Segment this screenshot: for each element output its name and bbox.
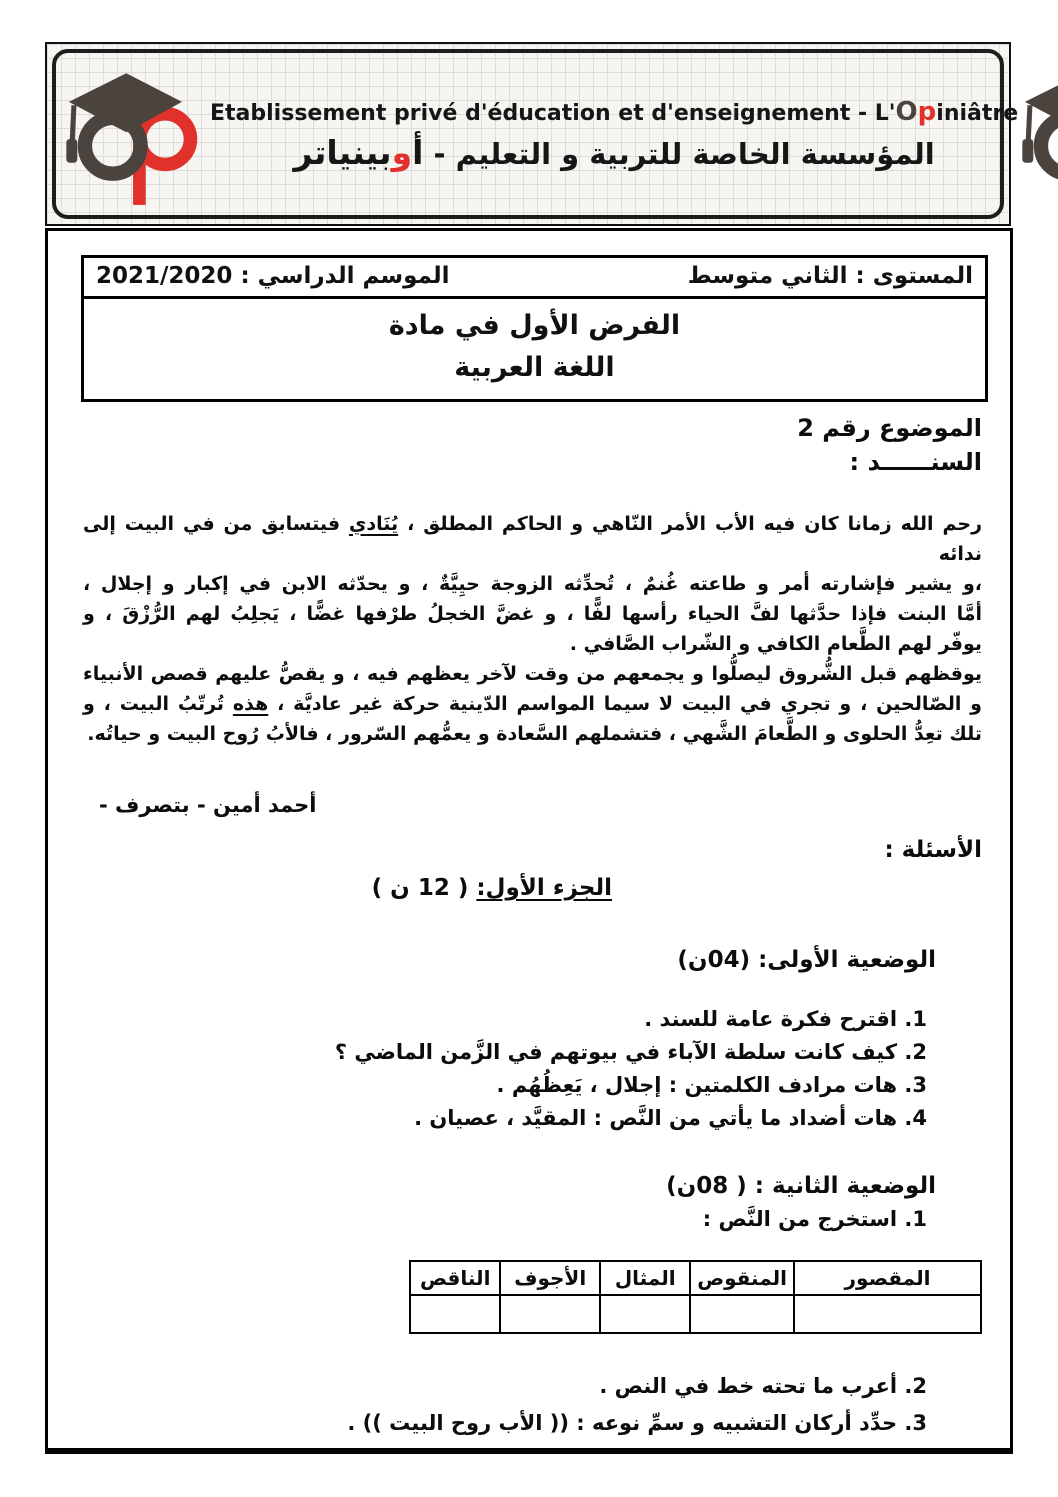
table-header-cell: المثال — [600, 1261, 690, 1295]
school-header-banner — [45, 42, 1019, 226]
school-header-text — [210, 97, 1018, 172]
sanad-line — [83, 569, 982, 599]
author-line: أحمد أمين - بتصرف - — [99, 793, 317, 817]
sanad-line — [83, 599, 982, 629]
level-label: المستوى : الثاني متوسط — [687, 263, 973, 289]
question-item: 3. حدِّد أركان التشبيه و سمِّ نوعه : (( الأب روح البيت )) . — [347, 1411, 927, 1435]
sanad-text: و الصّالحين ، و تجري في البيت لا سيما المواسم الدّينية حركة غير عاديَّة ، — [268, 693, 982, 715]
part1-label: الجزء الأول: — [476, 875, 612, 901]
table-empty-cell — [410, 1295, 500, 1333]
exam-info-table — [81, 255, 988, 402]
questions-heading: الأسئلة : — [884, 837, 982, 863]
sanad-text: رحم الله زمانا كان فيه الأب الأمر النّاهي و الحاكم المطلق ، — [398, 513, 983, 535]
arabic-brand-alef: أ — [412, 132, 424, 172]
part1-points: ( 12 ن ) — [371, 875, 477, 901]
sanad-text: يوقظهم قبل الشُّروق ليصلُّوا و يجمعهم من وقت لآخر يعظهم فيه ، و يقصُّ عليهم قصص الأنبياء — [83, 663, 982, 685]
exam-title — [84, 299, 985, 399]
table-empty-cell — [500, 1295, 600, 1333]
french-prefix: Etablissement privé d'éducation et d'enseignement - L' — [210, 100, 896, 126]
part1-heading — [83, 875, 612, 901]
table-header-cell: الأجوف — [500, 1261, 600, 1295]
french-brand-rest: iniâtre — [936, 100, 1019, 126]
sanad-line — [83, 719, 982, 749]
table-empty-cell — [690, 1295, 794, 1333]
table-empty-cell — [794, 1295, 981, 1333]
exam-info-row — [84, 258, 985, 299]
sanad-label: السنــــــد : — [849, 448, 982, 476]
arabic-brand — [293, 133, 423, 172]
topic-heading: الموضوع رقم 2 — [797, 414, 982, 442]
question-item: 4. هات أضداد ما يأتي من النَّص : المقيَّد ، عصيان . — [414, 1106, 927, 1130]
exam-content — [83, 413, 982, 1442]
arabic-brand-waw: و — [391, 132, 413, 172]
sanad-text: تلك تعِدُّ الحلوى و الطَّعامَ الشَّهي ، فتشملهم السَّعادة و يعمُّهم السّرور ، فالأبُ رُوح البيت و حياتُه. — [87, 723, 982, 745]
situation2-question-list — [83, 1368, 927, 1442]
underlined-word: يُنَادي — [348, 513, 399, 535]
exam-title-line1: الفرض الأول في مادة — [388, 310, 681, 341]
extraction-intro: 1. استخرج من النَّص : — [702, 1207, 927, 1231]
situation1-question-list — [83, 1003, 927, 1135]
sanad-text: يوفّر لهم الطَّعام الكافي و الشّراب الصَّافي . — [569, 633, 982, 655]
extraction-table-answer-row — [410, 1295, 981, 1333]
school-logo-right-graduation-cap-icon — [1018, 58, 1058, 210]
situation2-heading: الوضعية الثانية : ( 08ن) — [666, 1173, 936, 1199]
situation1-heading: الوضعية الأولى: (04ن) — [677, 947, 936, 973]
question-item: 1. اقترح فكرة عامة للسند . — [644, 1007, 927, 1031]
arabic-brand-rest: بينياتر — [293, 132, 392, 172]
school-header-inner — [52, 49, 1019, 219]
sanad-line — [83, 629, 982, 659]
sanad-line — [83, 659, 982, 689]
extraction-table — [409, 1260, 982, 1334]
school-logo-left-graduation-cap-icon — [62, 58, 210, 210]
sanad-line — [83, 509, 982, 569]
table-header-cell: المنقوص — [690, 1261, 794, 1295]
brand-letter-p: p — [917, 96, 937, 127]
question-item: 2. أعرب ما تحته خط في النص . — [599, 1374, 927, 1398]
extraction-table-header-row — [410, 1261, 981, 1295]
table-header-cell: الناقص — [410, 1261, 500, 1295]
school-year-label: الموسم الدراسي : 2021/2020 — [96, 263, 450, 289]
sanad-text: تُرتّبُ البيت ، و — [83, 693, 233, 715]
brand-letter-o: O — [895, 96, 918, 127]
question-item: 3. هات مرادف الكلمتين : إجلال ، يَعِظُهُم . — [496, 1073, 927, 1097]
arabic-prefix: المؤسسة الخاصة للتربية و التعليم - — [423, 136, 935, 171]
sanad-text: فيتسابق من في البيت إلى ندائه — [83, 513, 982, 565]
table-header-cell: المقصور — [794, 1261, 981, 1295]
underlined-word: هذه — [232, 693, 269, 715]
table-empty-cell — [600, 1295, 690, 1333]
exam-body-frame — [45, 228, 1013, 1454]
school-name-arabic — [293, 133, 934, 172]
sanad-text: ،و يشير فإشارته أمر و طاعته غُنمٌ ، تُحدِّثه الزوجة حيِيَّةٌ ، و يحدّثه الابن في إكبار و إجلال ، — [83, 573, 982, 595]
sanad-text: أمَّا البنت فإذا حدَّثها لفَّ الحياء رأسها لفًّا ، و غضَّ الخجلُ طرْفها غضًّا ، يَجلِبُ لهم الرُّزْقَ ، و — [83, 603, 982, 625]
exam-title-line2: اللغة العربية — [454, 352, 615, 383]
school-name-french — [210, 97, 1018, 127]
question-item: 2. كيف كانت سلطة الآباء في بيوتهم في الزَّمن الماضي ؟ — [334, 1040, 927, 1064]
sanad-line — [83, 689, 982, 719]
sanad-paragraph — [83, 509, 982, 749]
